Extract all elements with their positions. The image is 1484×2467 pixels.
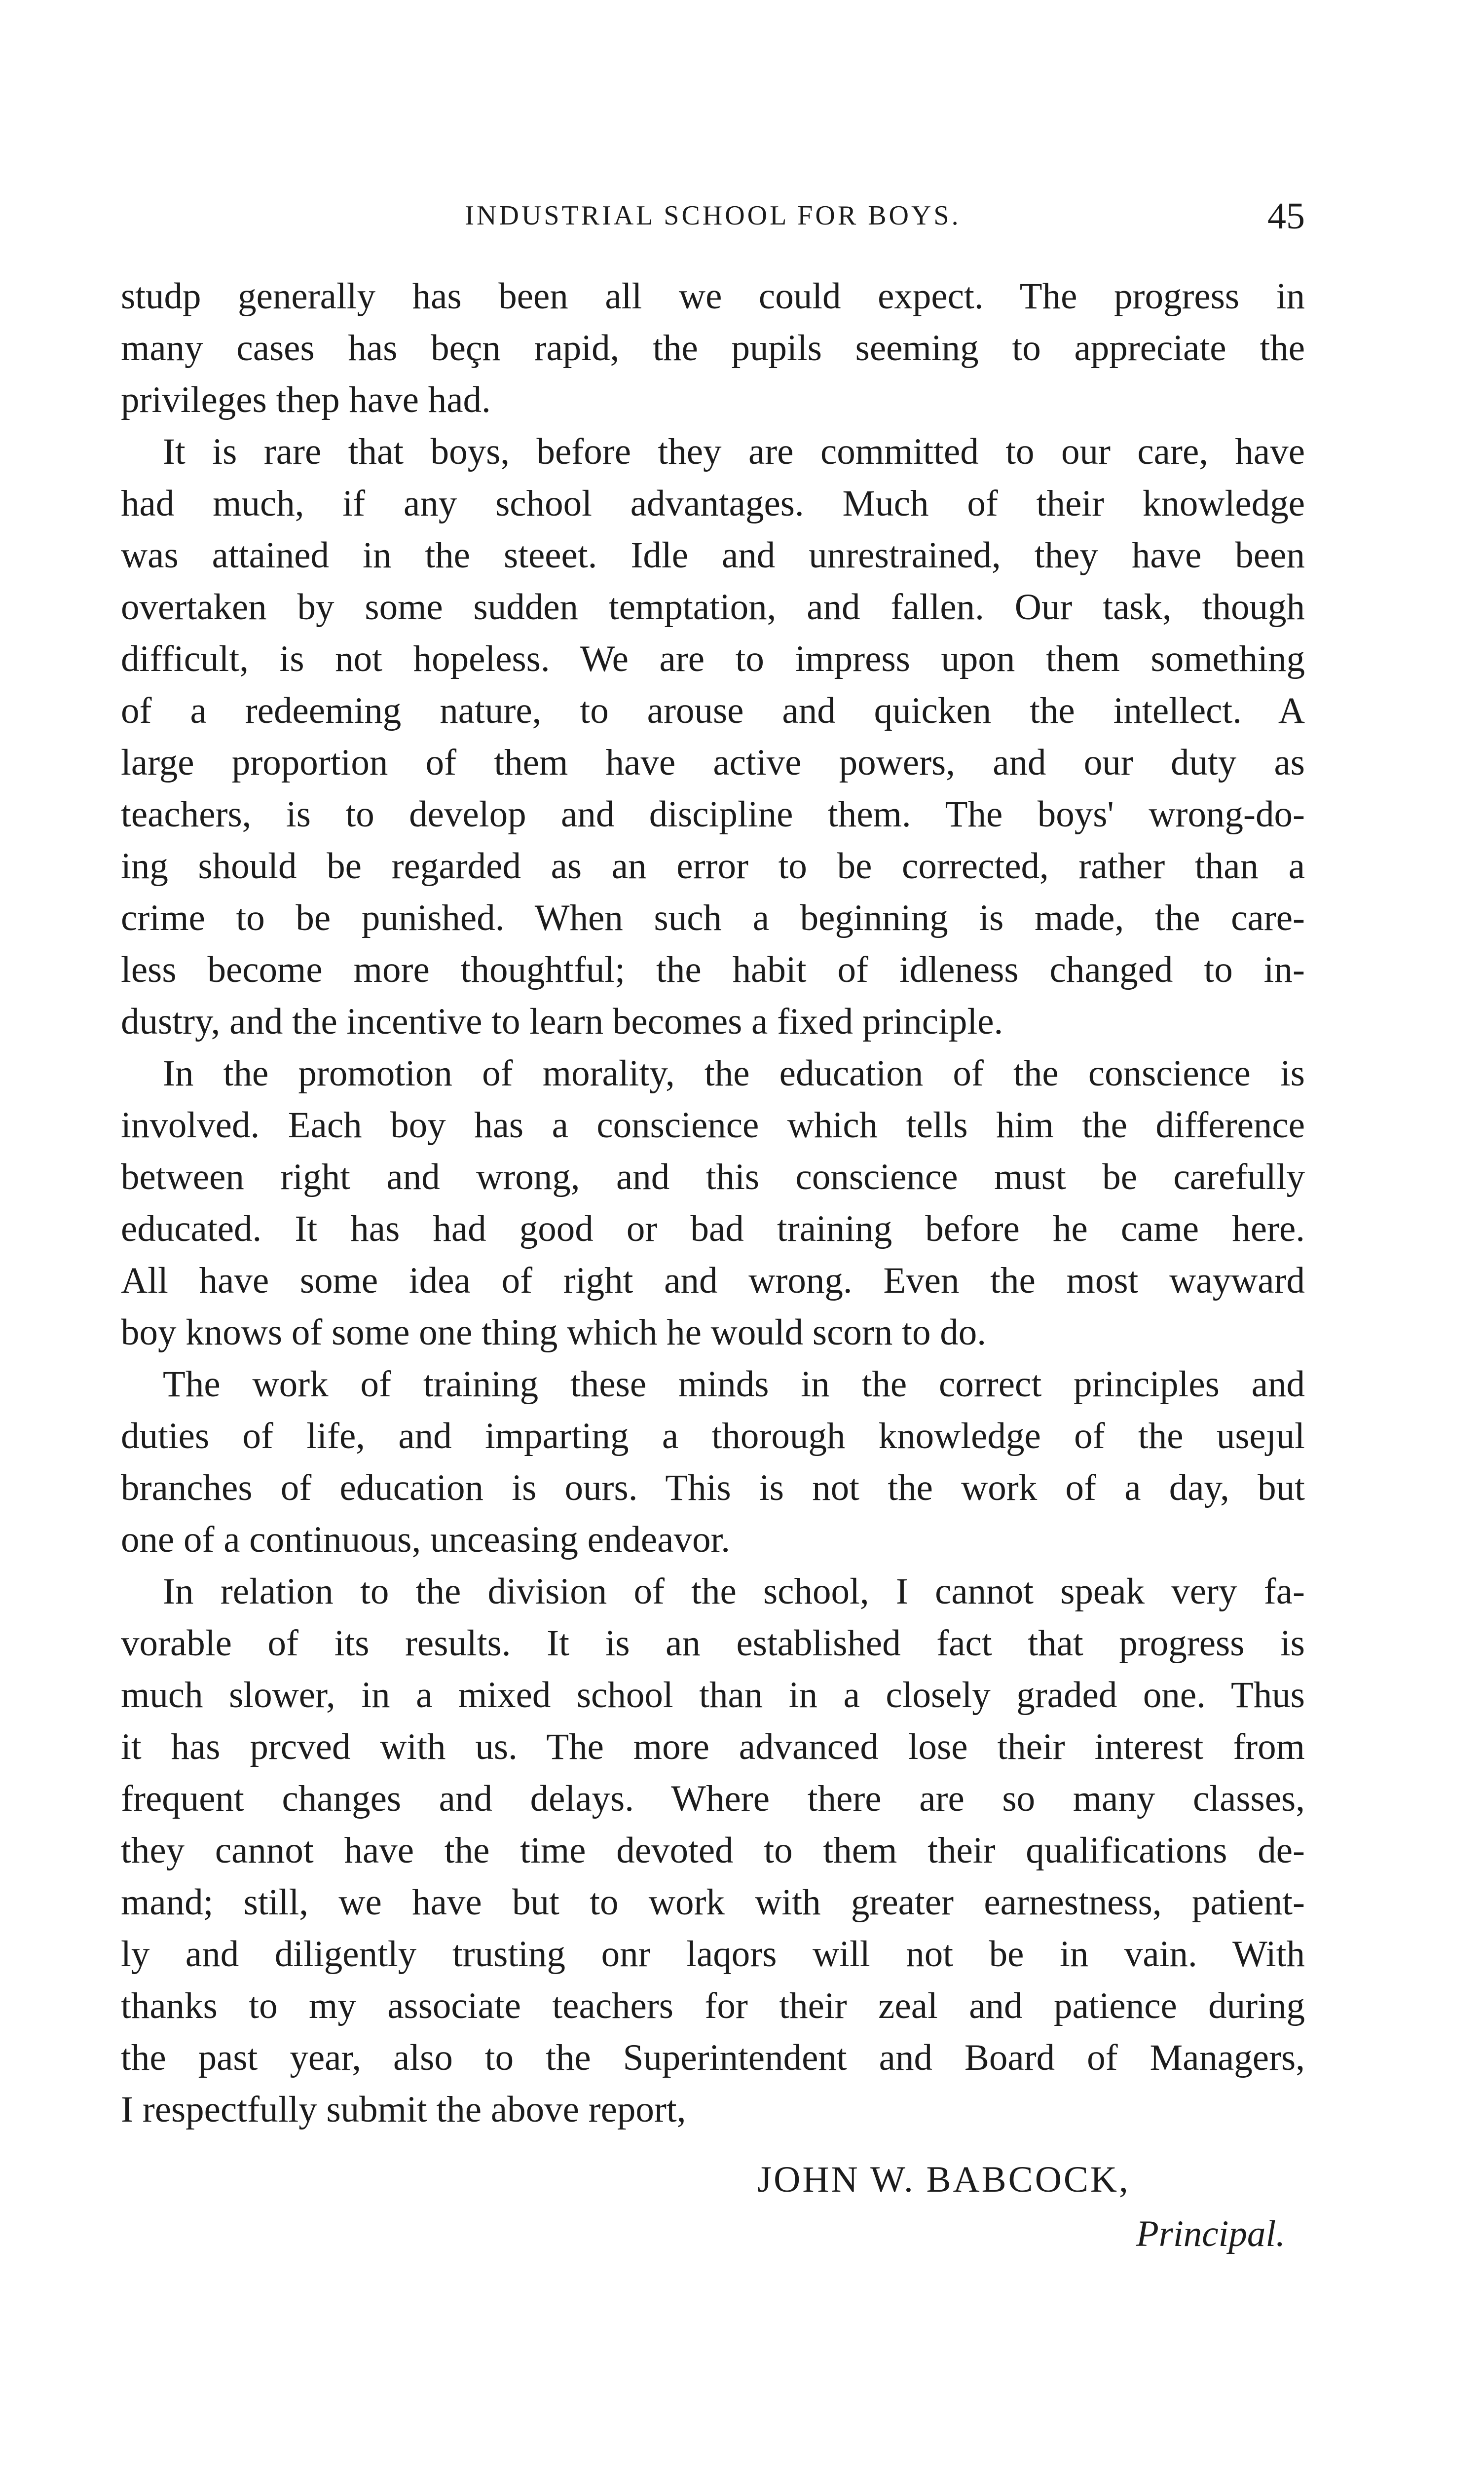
running-header [121,195,1305,239]
text-line: the past year, also to the Superintendent and Board of Managers, [121,2037,1305,2078]
text-line: was attained in the steeet. Idle and unrestrained, they have been [121,535,1305,576]
text-line: studp generally has been all we could expect. The progress in [121,276,1305,317]
text-line: involved. Each boy has a conscience which tells him the difference [121,1105,1305,1146]
running-title: INDUSTRIAL SCHOOL FOR BOYS. [465,200,961,231]
text-line: I respectfully submit the above report, [121,2089,686,2130]
signature-name: JOHN W. BABCOCK, [757,2159,1130,2200]
paragraph-5 [121,1566,1305,2135]
text-line: difficult, is not hopeless. We are to impress upon them something [121,638,1305,679]
text-line: between right and wrong, and this conscience must be carefully [121,1157,1305,1197]
text-line: thanks to my associate teachers for their zeal and patience during [121,1985,1305,2026]
text-line: large proportion of them have active powers, and our duty as [121,742,1305,783]
text-line: many cases has beçn rapid, the pupils seeming to appreciate the [121,328,1305,369]
paragraph-3 [121,1047,1305,1358]
text-line: dustry, and the incentive to learn becomes a fixed principle. [121,1001,1003,1042]
text-line: had much, if any school advantages. Much of their knowledge [121,483,1305,524]
text-line: It is rare that boys, before they are committed to our care, have [163,431,1305,472]
text-line: overtaken by some sudden temptation, and fallen. Our task, though [121,587,1305,628]
text-line: privileges thep have had. [121,379,491,420]
text-line: ly and diligently trusting onr laqors will not be in vain. With [121,1934,1305,1975]
text-line: In the promotion of morality, the education of the conscience is [163,1053,1305,1094]
text-line: vorable of its results. It is an established fact that progress is [121,1623,1305,1664]
text-line: In relation to the division of the school, I cannot speak very fa- [163,1571,1305,1612]
text-line: less become more thoughtful; the habit of idleness changed to in- [121,949,1305,990]
page-number: 45 [1267,195,1305,237]
text-line: branches of education is ours. This is not the work of a day, but [121,1467,1305,1508]
text-line: duties of life, and imparting a thorough knowledge of the useȷul [121,1416,1305,1457]
text-line: it has prcved with us. The more advanced lose their interest from [121,1726,1305,1767]
text-line: boy knows of some one thing which he would scorn to do. [121,1312,986,1353]
text-line: one of a continuous, unceasing endeavor. [121,1519,731,1560]
paragraph-2 [121,426,1305,1047]
text-line: All have some idea of right and wrong. Even the most wayward [121,1260,1305,1301]
text-line: much slower, in a mixed school than in a closely graded one. Thus [121,1675,1305,1716]
signature-title: Principal. [1136,2213,1285,2254]
text-line: frequent changes and delays. Where there are so many classes, [121,1778,1305,1819]
paragraph-4 [121,1358,1305,1566]
text-line: educated. It has had good or bad training before he came here. [121,1208,1305,1249]
text-line: The work of training these minds in the correct principles and [163,1364,1305,1405]
paragraph-1 [121,270,1305,426]
body-text [121,270,1305,2135]
text-line: crime to be punished. When such a beginning is made, the care- [121,897,1305,938]
text-line: of a redeeming nature, to arouse and quicken the intellect. A [121,690,1305,731]
text-line: mand; still, we have but to work with greater earnestness, patient- [121,1882,1305,1923]
text-line: teachers, is to develop and discipline them. The boys' wrong-do- [121,794,1305,835]
text-line: ing should be regarded as an error to be corrected, rather than a [121,846,1305,887]
text-line: they cannot have the time devoted to them their qualifications de- [121,1830,1305,1871]
